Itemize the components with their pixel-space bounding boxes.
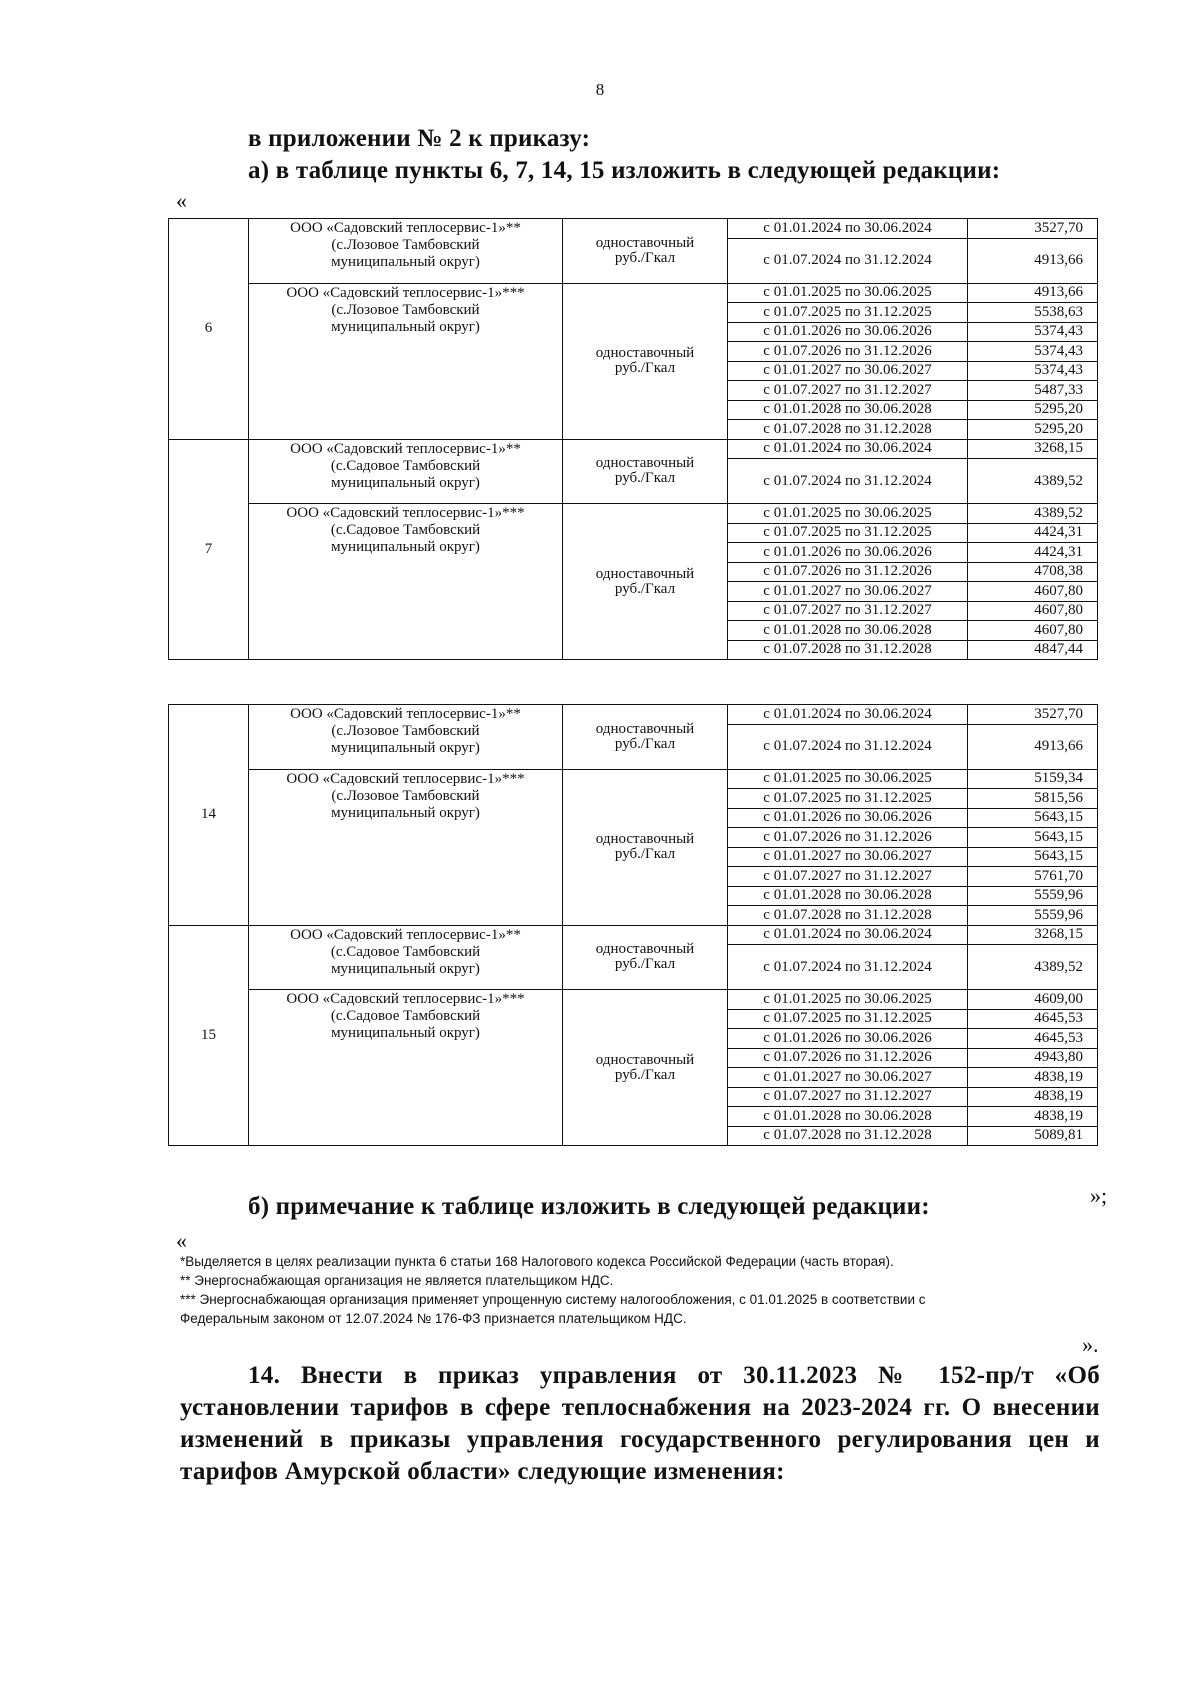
paragraph-14 — [180, 1360, 1100, 1488]
tariff-type-line: одноставочный — [595, 720, 695, 737]
table-row — [169, 990, 1098, 1010]
tariff-value-cell: 5815,56 — [968, 789, 1098, 809]
organization-line: муниципальный округ) — [331, 254, 480, 270]
organization-line: (с.Садовое Тамбовский — [330, 1008, 481, 1024]
organization-line: муниципальный округ) — [331, 539, 480, 555]
tariff-value-cell: 5374,43 — [968, 322, 1098, 342]
tariff-value-cell: 4389,52 — [968, 459, 1098, 504]
period-cell: с 01.01.2024 по 30.06.2024 — [728, 925, 968, 945]
organization-line: (с.Лозовое Тамбовский — [331, 787, 480, 804]
period-cell: с 01.07.2025 по 31.12.2025 — [728, 1009, 968, 1029]
organization-line: ООО «Садовский теплосервис-1»*** — [286, 505, 525, 521]
period-cell: с 01.07.2027 по 31.12.2027 — [728, 381, 968, 401]
tariff-value-cell: 4913,66 — [968, 724, 1098, 769]
tariff-type-line: одноставочный — [595, 565, 695, 582]
organization-line: (с.Садовое Тамбовский — [330, 522, 481, 538]
tariff-value-cell: 5089,81 — [968, 1126, 1098, 1146]
period-cell: с 01.07.2028 по 31.12.2028 — [728, 420, 968, 440]
page-number: 8 — [595, 80, 605, 99]
tariff-value-cell: 3527,70 — [968, 219, 1098, 239]
table-row — [169, 439, 1098, 459]
tariff-type-line: руб./Гкал — [614, 735, 676, 752]
tariff-value-cell: 5295,20 — [968, 400, 1098, 420]
period-cell: с 01.01.2026 по 30.06.2026 — [728, 808, 968, 828]
period-cell: с 01.01.2025 по 30.06.2025 — [728, 504, 968, 524]
organization-line: муниципальный округ) — [331, 960, 480, 977]
tariff-type-line: одноставочный — [595, 1051, 695, 1068]
period-cell: с 01.01.2026 по 30.06.2026 — [728, 322, 968, 342]
period-cell: с 01.07.2027 по 31.12.2027 — [728, 867, 968, 887]
tariff-type-line: руб./Гкал — [614, 580, 676, 597]
organization-line: ООО «Садовский теплосервис-1»*** — [286, 991, 525, 1007]
organization-line: (с.Садовое Тамбовский — [330, 943, 481, 960]
tariff-type-line: одноставочный — [595, 941, 695, 958]
tariff-value-cell: 5559,96 — [968, 906, 1098, 926]
organization-line: (с.Лозовое Тамбовский — [331, 237, 480, 253]
organization-cell — [249, 504, 563, 660]
tariff-value-cell: 3268,15 — [968, 439, 1098, 459]
tariff-type-cell — [563, 925, 728, 990]
period-cell: с 01.07.2024 по 31.12.2024 — [728, 724, 968, 769]
organization-line: ООО «Садовский теплосервис-1»** — [290, 926, 521, 943]
tariff-value-cell: 5487,33 — [968, 381, 1098, 401]
tariff-value-cell: 5374,43 — [968, 361, 1098, 381]
table-row — [169, 219, 1098, 239]
organization-line: муниципальный округ) — [331, 804, 480, 821]
period-cell: с 01.01.2024 по 30.06.2024 — [728, 219, 968, 239]
tariff-type-cell — [563, 504, 728, 660]
tariff-value-cell: 5159,34 — [968, 769, 1098, 789]
period-cell: с 01.01.2024 по 30.06.2024 — [728, 705, 968, 725]
tariff-value-cell: 5538,63 — [968, 303, 1098, 323]
organization-line: ООО «Садовский теплосервис-1»*** — [286, 770, 525, 787]
period-cell: с 01.07.2025 по 31.12.2025 — [728, 789, 968, 809]
period-cell: с 01.07.2024 по 31.12.2024 — [728, 945, 968, 990]
period-cell: с 01.01.2027 по 30.06.2027 — [728, 582, 968, 602]
period-cell: с 01.07.2024 по 31.12.2024 — [728, 459, 968, 504]
organization-cell — [249, 769, 563, 925]
tariff-value-cell: 4913,66 — [968, 238, 1098, 283]
tariff-value-cell: 5643,15 — [968, 808, 1098, 828]
heading-table-points: а) в таблице пункты 6, 7, 14, 15 изложить в следующей редакции: — [248, 157, 1001, 184]
tariff-value-cell: 5643,15 — [968, 828, 1098, 848]
heading-note: б) примечание к таблице изложить в следующей редакции: — [248, 1193, 930, 1220]
tariff-value-cell: 4607,80 — [968, 601, 1098, 621]
tariff-type-cell — [563, 705, 728, 770]
tariff-value-cell: 4424,31 — [968, 523, 1098, 543]
quote-open-notes: « — [176, 1228, 187, 1253]
organization-cell — [249, 439, 563, 504]
organization-cell — [249, 705, 563, 770]
item-number: 14 — [169, 705, 249, 926]
tariff-value-cell: 4389,52 — [968, 504, 1098, 524]
tariff-type-line: руб./Гкал — [614, 470, 676, 487]
tariff-value-cell: 4424,31 — [968, 543, 1098, 563]
organization-cell — [249, 990, 563, 1146]
tariff-type-line: руб./Гкал — [614, 249, 676, 266]
tariff-type-line: одноставочный — [595, 345, 695, 361]
tariff-value-cell: 4943,80 — [968, 1048, 1098, 1068]
period-cell: с 01.07.2028 по 31.12.2028 — [728, 1126, 968, 1146]
organization-cell — [249, 925, 563, 990]
period-cell: с 01.07.2026 по 31.12.2026 — [728, 342, 968, 362]
organization-line: (с.Лозовое Тамбовский — [331, 723, 480, 739]
tariff-value-cell: 4838,19 — [968, 1107, 1098, 1127]
tariff-type-line: одноставочный — [595, 455, 695, 472]
item-number: 15 — [169, 925, 249, 1146]
heading-appendix: в приложении № 2 к приказу: — [248, 125, 591, 152]
tariff-value-cell: 4607,80 — [968, 582, 1098, 602]
tariff-value-cell: 5295,20 — [968, 420, 1098, 440]
organization-line: ООО «Садовский теплосервис-1»** — [290, 706, 521, 722]
organization-line: ООО «Садовский теплосервис-1»** — [290, 440, 521, 457]
period-cell: с 01.07.2026 по 31.12.2026 — [728, 828, 968, 848]
period-cell: с 01.01.2028 по 30.06.2028 — [728, 886, 968, 906]
period-cell: с 01.01.2027 по 30.06.2027 — [728, 1068, 968, 1088]
period-cell: с 01.07.2025 по 31.12.2025 — [728, 523, 968, 543]
tariff-type-cell — [563, 769, 728, 925]
tariff-value-cell: 4609,00 — [968, 990, 1098, 1010]
period-cell: с 01.07.2027 по 31.12.2027 — [728, 1087, 968, 1107]
period-cell: с 01.07.2028 по 31.12.2028 — [728, 640, 968, 660]
organization-line: (с.Садовое Тамбовский — [330, 457, 481, 474]
organization-line: муниципальный округ) — [331, 740, 480, 756]
tariff-value-cell: 3527,70 — [968, 705, 1098, 725]
period-cell: с 01.01.2028 по 30.06.2028 — [728, 621, 968, 641]
table-row — [169, 705, 1098, 725]
quote-open-table: « — [176, 188, 187, 213]
organization-line: ООО «Садовский теплосервис-1»*** — [286, 284, 525, 301]
period-cell: с 01.07.2025 по 31.12.2025 — [728, 303, 968, 323]
item-number: 7 — [169, 439, 249, 660]
tariff-value-cell: 4838,19 — [968, 1068, 1098, 1088]
tariff-type-cell — [563, 990, 728, 1146]
period-cell: с 01.01.2027 по 30.06.2027 — [728, 361, 968, 381]
tariff-value-cell: 4645,53 — [968, 1009, 1098, 1029]
period-cell: с 01.01.2026 по 30.06.2026 — [728, 543, 968, 563]
note-line: ** Энергоснабжающая организация не является плательщиком НДС. — [180, 1273, 614, 1288]
table-row — [169, 283, 1098, 303]
table-row — [169, 769, 1098, 789]
tariff-type-line: руб./Гкал — [614, 846, 676, 862]
organization-line: муниципальный округ) — [331, 474, 480, 491]
tariff-table-6-7 — [168, 218, 1098, 660]
tariff-value-cell: 3268,15 — [968, 925, 1098, 945]
organization-cell — [249, 283, 563, 439]
period-cell: с 01.01.2025 по 30.06.2025 — [728, 769, 968, 789]
tariff-type-cell — [563, 283, 728, 439]
tariff-type-line: руб./Гкал — [614, 1066, 676, 1083]
paragraph-14-text: 14. Внести в приказ управления от 30.11.2023 № 152-пр/т «Об установлении тарифов в сфере теплоснабжения на 2023-2024 гг. О внесении изменений в приказы управления государственного регулирования цен и тарифов Амурской области» следующие изменения: — [180, 1362, 1100, 1485]
tariff-type-cell — [563, 219, 728, 284]
period-cell: с 01.01.2028 по 30.06.2028 — [728, 1107, 968, 1127]
period-cell: с 01.07.2028 по 31.12.2028 — [728, 906, 968, 926]
organization-line: муниципальный округ) — [331, 318, 480, 335]
tariff-value-cell: 4708,38 — [968, 562, 1098, 582]
tariff-value-cell: 4838,19 — [968, 1087, 1098, 1107]
tariff-value-cell: 4847,44 — [968, 640, 1098, 660]
period-cell: с 01.07.2027 по 31.12.2027 — [728, 601, 968, 621]
tariff-value-cell: 5374,43 — [968, 342, 1098, 362]
tariff-value-cell: 5559,96 — [968, 886, 1098, 906]
tariff-type-cell — [563, 439, 728, 504]
tariff-type-line: руб./Гкал — [614, 956, 676, 973]
organization-line: ООО «Садовский теплосервис-1»** — [290, 220, 521, 236]
period-cell: с 01.07.2026 по 31.12.2026 — [728, 562, 968, 582]
notes-block — [180, 1252, 1100, 1328]
organization-line: муниципальный округ) — [331, 1025, 480, 1041]
table-row — [169, 925, 1098, 945]
tariff-type-line: руб./Гкал — [614, 360, 676, 376]
tariff-value-cell: 4607,80 — [968, 621, 1098, 641]
tariff-type-line: одноставочный — [595, 831, 695, 847]
item-number: 6 — [169, 219, 249, 440]
tariff-type-line: одноставочный — [595, 234, 695, 251]
period-cell: с 01.01.2027 по 30.06.2027 — [728, 847, 968, 867]
quote-close-notes: ». — [1082, 1332, 1099, 1357]
tariff-value-cell: 5761,70 — [968, 867, 1098, 887]
tariff-value-cell: 4913,66 — [968, 283, 1098, 303]
note-line: Федеральным законом от 12.07.2024 № 176-ФЗ признается плательщиком НДС. — [180, 1311, 687, 1326]
period-cell: с 01.01.2024 по 30.06.2024 — [728, 439, 968, 459]
period-cell: с 01.01.2025 по 30.06.2025 — [728, 283, 968, 303]
tariff-value-cell: 4389,52 — [968, 945, 1098, 990]
note-line: *** Энергоснабжающая организация применяет упрощенную систему налогообложения, с 01.01.2025 в соответствии с — [180, 1292, 926, 1307]
note-line: *Выделяется в целях реализации пункта 6 статьи 168 Налогового кодекса Российской Федерации (часть вторая). — [180, 1254, 894, 1269]
period-cell: с 01.01.2025 по 30.06.2025 — [728, 990, 968, 1010]
table-row — [169, 504, 1098, 524]
tariff-value-cell: 5643,15 — [968, 847, 1098, 867]
organization-cell — [249, 219, 563, 284]
period-cell: с 01.07.2024 по 31.12.2024 — [728, 238, 968, 283]
organization-line: (с.Лозовое Тамбовский — [331, 301, 480, 318]
period-cell: с 01.07.2026 по 31.12.2026 — [728, 1048, 968, 1068]
period-cell: с 01.01.2028 по 30.06.2028 — [728, 400, 968, 420]
period-cell: с 01.01.2026 по 30.06.2026 — [728, 1029, 968, 1049]
quote-close-table: »; — [1090, 1183, 1108, 1208]
tariff-table-14-15 — [168, 704, 1098, 1146]
tariff-value-cell: 4645,53 — [968, 1029, 1098, 1049]
